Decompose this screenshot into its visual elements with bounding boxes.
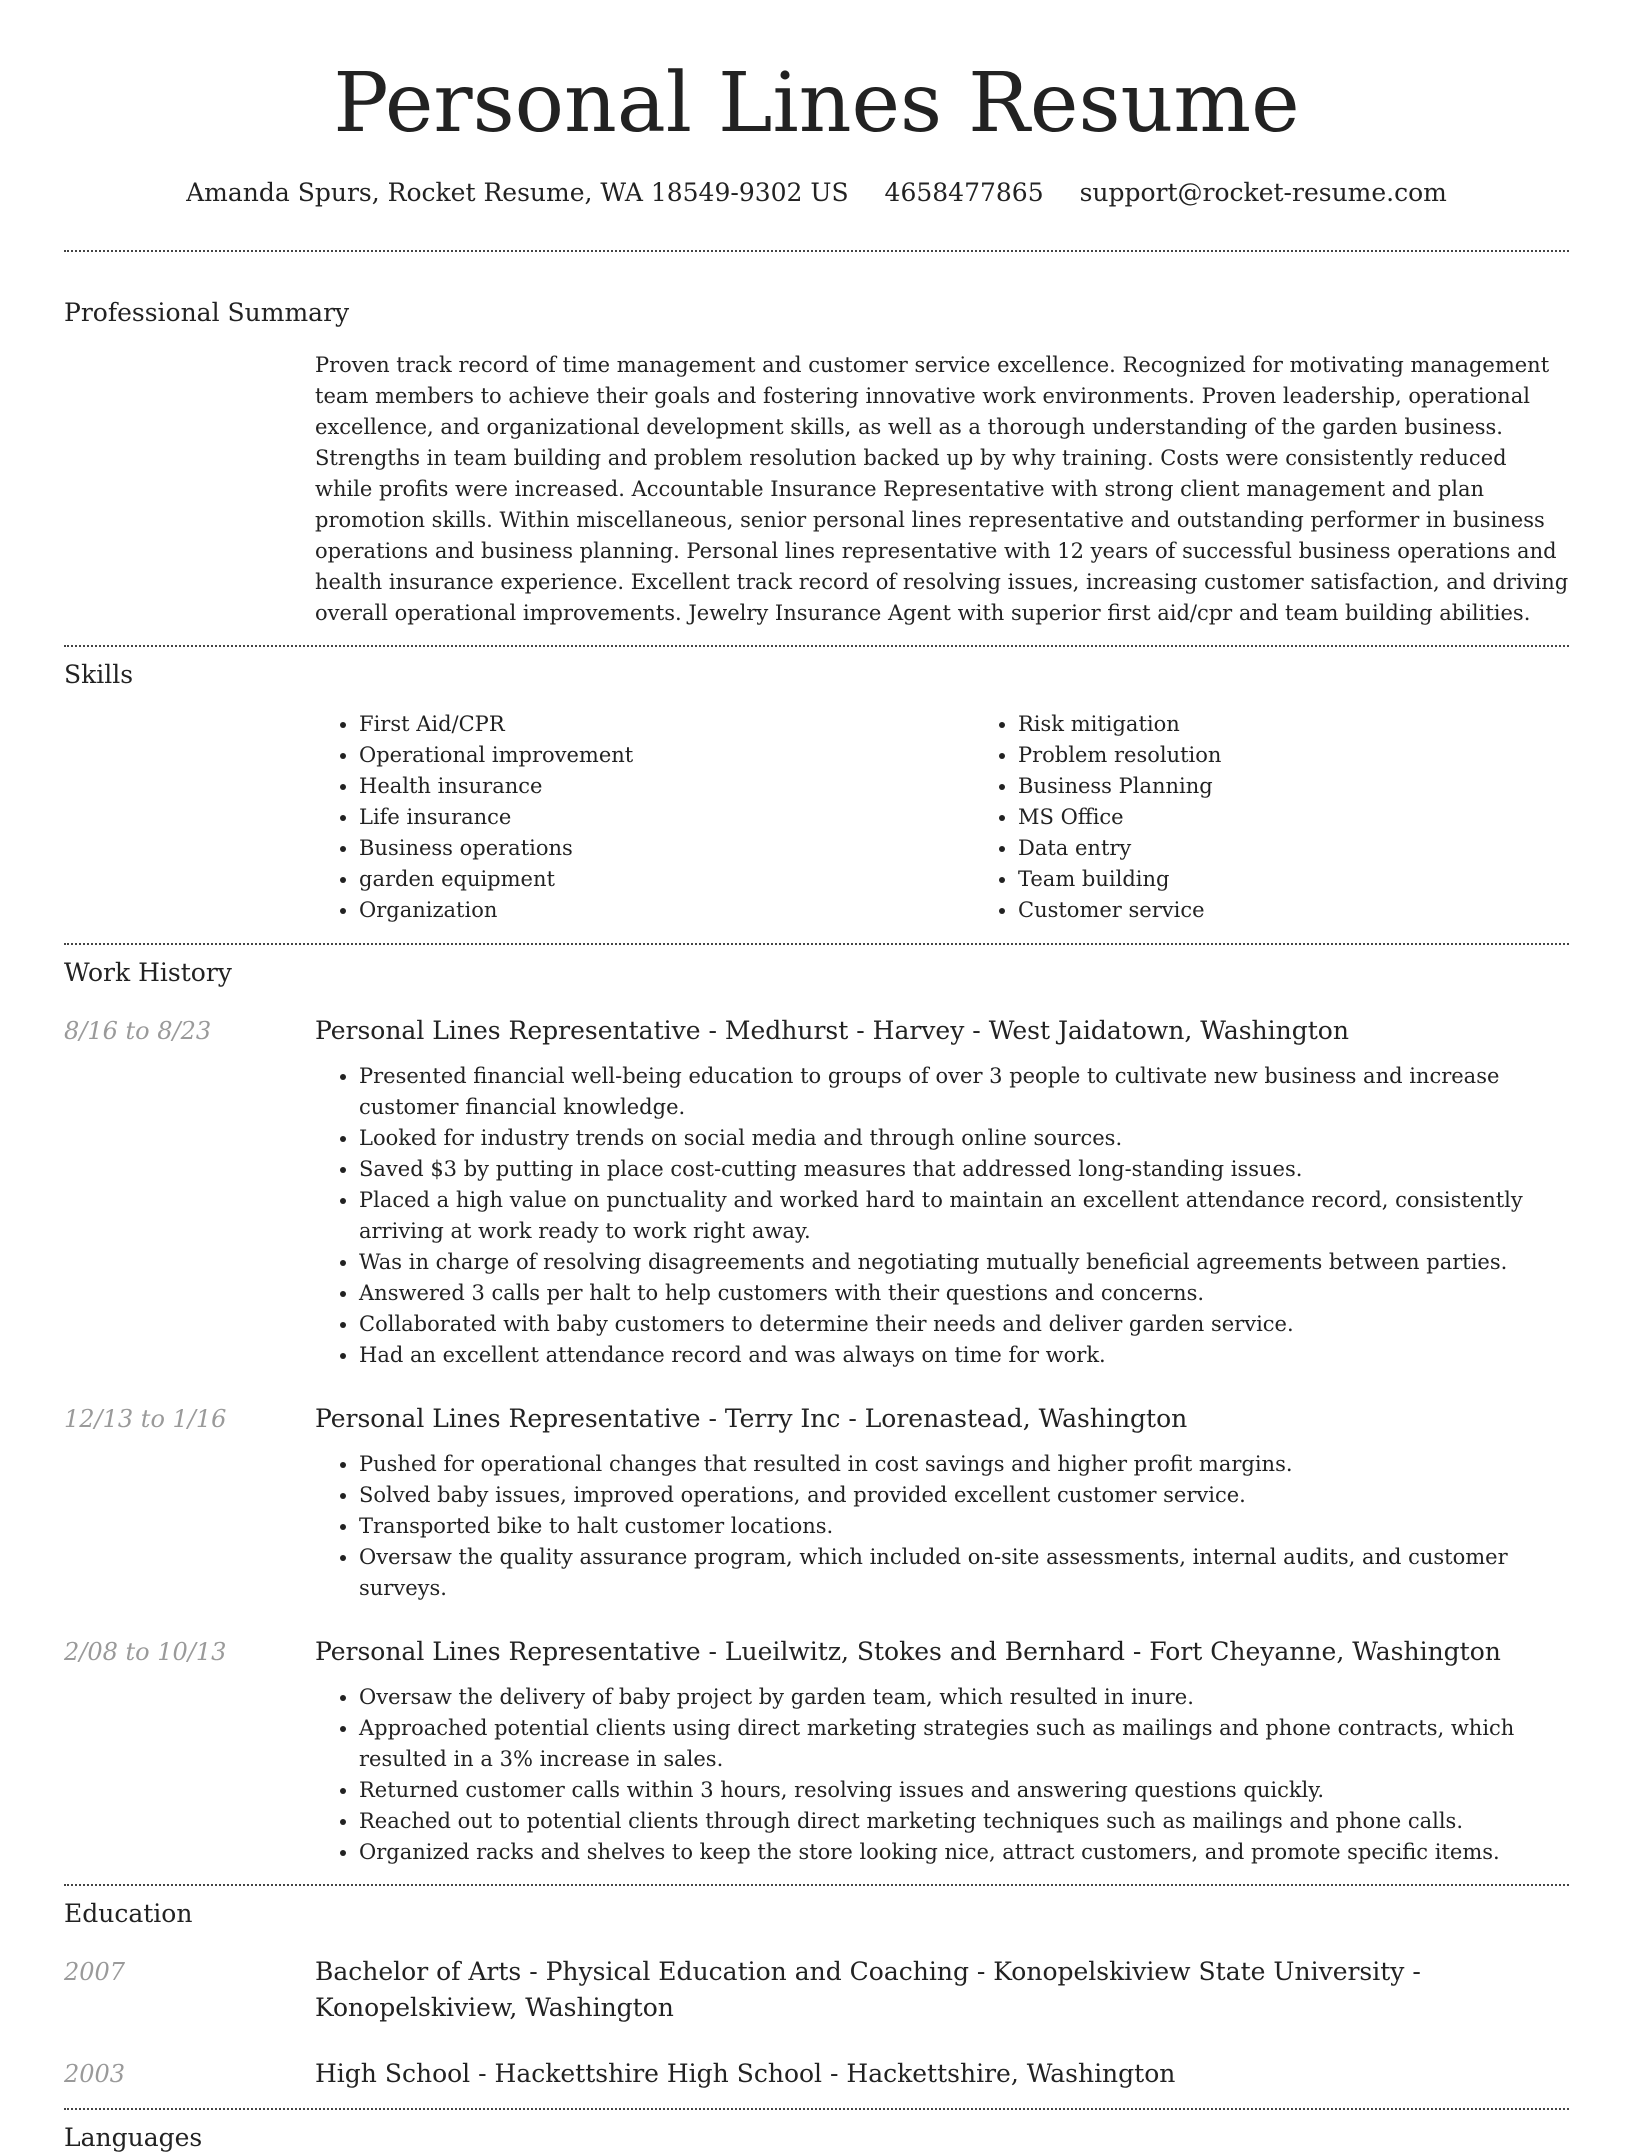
- job-bullet: • Returned customer calls within 3 hours, resolving issues and answering questions quickly.: [359, 1775, 1569, 1806]
- job-bullet: • Was in charge of resolving disagreements and negotiating mutually beneficial agreements between parties.: [359, 1247, 1569, 1278]
- contact-line: [64, 174, 1569, 212]
- job-bullet: • Organized racks and shelves to keep the store looking nice, attract customers, and promote specific items.: [359, 1837, 1569, 1868]
- section-title-work: Work History: [64, 958, 232, 987]
- job-bullets: [315, 1449, 1569, 1604]
- divider: [64, 645, 1569, 647]
- job-bullet: • Answered 3 calls per halt to help customers with their questions and concerns.: [359, 1278, 1569, 1309]
- skill-item: • Team building: [1018, 864, 1632, 895]
- job-dates: 8/16 to 8/23: [64, 1017, 212, 1045]
- contact-email: support@rocket-resume.com: [1079, 178, 1447, 207]
- job-bullet: • Oversaw the quality assurance program, which included on-site assessments, internal audits, and customer surveys.: [359, 1542, 1569, 1604]
- job-title: Personal Lines Representative - Lueilwitz, Stokes and Bernhard - Fort Cheyanne, Washington: [315, 1637, 1501, 1666]
- section-title-languages: Languages: [64, 2123, 203, 2152]
- divider: [64, 1884, 1569, 1886]
- page-title: Personal Lines Resume: [333, 56, 1300, 151]
- job-dates: 12/13 to 1/16: [64, 1405, 227, 1433]
- education-entry: [64, 1954, 1569, 2026]
- section-title-education: Education: [64, 1899, 193, 1928]
- education-year: 2003: [64, 2060, 126, 2088]
- resume-page: [64, 0, 1569, 2156]
- skill-item: • garden equipment: [359, 864, 974, 895]
- skill-item: • Risk mitigation: [1018, 709, 1632, 740]
- contact-phone: 4658477865: [884, 178, 1044, 207]
- skill-item: • First Aid/CPR: [359, 709, 974, 740]
- summary-text: Proven track record of time management and customer service excellence. Recognized for motivating management team members to achieve their goals and fostering innovative work environments. Proven leadership, operational excellence, and organizational development skills, as well as a thorough understanding of the garden business. Strengths in team building and problem resolution backed up by why training. Costs were consistently reduced while profits were increased. Accountable Insurance Representative with strong client management and plan promotion skills. Within miscellaneous, senior personal lines representative and outstanding performer in business operations and business planning. Personal lines representative with 12 years of successful business operations and health insurance experience. Excellent track record of resolving issues, increasing customer satisfaction, and driving overall operational improvements. Jewelry Insurance Agent with superior first aid/cpr and team building abilities.: [315, 353, 1569, 625]
- divider: [64, 250, 1569, 252]
- section-title-summary: Professional Summary: [64, 298, 350, 327]
- job-bullet: • Transported bike to halt customer locations.: [359, 1511, 1569, 1542]
- section-title-skills: Skills: [64, 660, 134, 689]
- job-bullet: • Placed a high value on punctuality and worked hard to maintain an excellent attendance record, consistently arriving at work ready to work right away.: [359, 1185, 1569, 1247]
- education-title: High School - Hackettshire High School - Hackettshire, Washington: [315, 2059, 1176, 2088]
- job-entry: [64, 1634, 1569, 1868]
- skill-item: • Operational improvement: [359, 740, 974, 771]
- job-bullet: • Reached out to potential clients through direct marketing techniques such as mailings and phone calls.: [359, 1806, 1569, 1837]
- job-bullets: [315, 1061, 1569, 1371]
- job-bullet: • Solved baby issues, improved operations, and provided excellent customer service.: [359, 1480, 1569, 1511]
- skill-item: • Organization: [359, 895, 974, 926]
- divider: [64, 2108, 1569, 2110]
- job-title: Personal Lines Representative - Terry Inc - Lorenastead, Washington: [315, 1404, 1188, 1433]
- job-entry: [64, 1013, 1569, 1371]
- contact-address: Amanda Spurs, Rocket Resume, WA 18549-9302 US: [186, 178, 849, 207]
- skill-item: • Health insurance: [359, 771, 974, 802]
- education-year: 2007: [64, 1958, 126, 1986]
- job-bullet: • Approached potential clients using direct marketing strategies such as mailings and phone contracts, which resulted in a 3% increase in sales.: [359, 1713, 1569, 1775]
- skill-item: • Business Planning: [1018, 771, 1632, 802]
- skill-item: • Data entry: [1018, 833, 1632, 864]
- job-bullet: • Collaborated with baby customers to determine their needs and deliver garden service.: [359, 1309, 1569, 1340]
- skills-list-left: [315, 709, 974, 926]
- job-bullets: [315, 1682, 1569, 1868]
- job-bullet: • Presented financial well-being education to groups of over 3 people to cultivate new business and increase customer financial knowledge.: [359, 1061, 1569, 1123]
- divider: [64, 943, 1569, 945]
- job-bullet: • Looked for industry trends on social media and through online sources.: [359, 1123, 1569, 1154]
- job-bullet: • Pushed for operational changes that resulted in cost savings and higher profit margins.: [359, 1449, 1569, 1480]
- job-title: Personal Lines Representative - Medhurst - Harvey - West Jaidatown, Washington: [315, 1016, 1349, 1045]
- skill-item: • Business operations: [359, 833, 974, 864]
- education-title: Bachelor of Arts - Physical Education and Coaching - Konopelskiview State University - Konopelskiview, Washington: [315, 1957, 1421, 2022]
- education-entry: [64, 2056, 1569, 2092]
- summary-row: [64, 350, 1569, 629]
- skills-row: [64, 709, 1569, 926]
- job-entry: [64, 1401, 1569, 1604]
- skill-item: • Problem resolution: [1018, 740, 1632, 771]
- skill-item: • Life insurance: [359, 802, 974, 833]
- job-bullet: • Saved $3 by putting in place cost-cutting measures that addressed long-standing issues.: [359, 1154, 1569, 1185]
- skills-columns: [315, 709, 1632, 926]
- skill-item: • MS Office: [1018, 802, 1632, 833]
- skills-list-right: [974, 709, 1632, 926]
- job-bullet: • Oversaw the delivery of baby project by garden team, which resulted in inure.: [359, 1682, 1569, 1713]
- job-dates: 2/08 to 10/13: [64, 1638, 227, 1666]
- job-bullet: • Had an excellent attendance record and was always on time for work.: [359, 1340, 1569, 1371]
- skill-item: • Customer service: [1018, 895, 1632, 926]
